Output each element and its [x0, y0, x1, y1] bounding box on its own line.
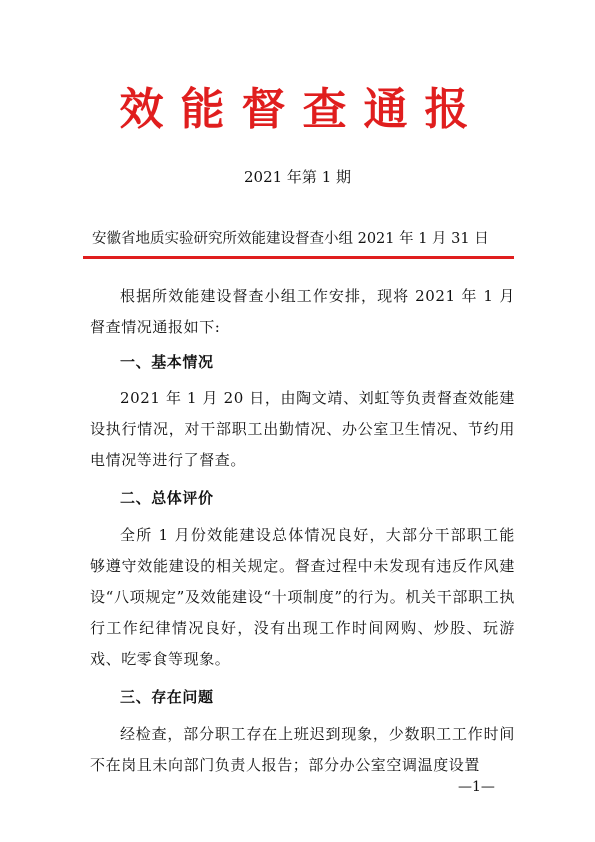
intro-paragraph: 根据所效能建设督查小组工作安排，现将 2021 年 1 月督查情况通报如下: — [90, 287, 515, 336]
issuer-and-date: 安徽省地质实验研究所效能建设督查小组 2021 年 1 月 31 日 — [92, 231, 489, 247]
section-heading-overall-evaluation: 二、总体评价 — [120, 489, 214, 507]
page-number: —1— — [458, 779, 495, 795]
section-heading-basic-situation: 一、基本情况 — [120, 353, 214, 371]
section-paragraph-existing-problems: 经检查，部分职工存在上班迟到现象，少数职工工作时间不在岗且未向部门负责人报告；部分办公室空调温度设置 — [90, 725, 515, 774]
document-masthead-title: 效能督查通报 — [119, 84, 486, 135]
section-paragraph-overall-evaluation: 全所 1 月份效能建设总体情况良好，大部分干部职工能够遵守效能建设的相关规定。督查过程中未发现有违反作风建设“八项规定”及效能建设“十项制度”的行为。机关干部职工执行工作纪律情况良好，没有出现工作时间网购、炒股、玩游戏、吃零食等现象。 — [90, 526, 515, 668]
document-body — [90, 281, 515, 781]
section-heading-existing-problems: 三、存在问题 — [120, 688, 214, 706]
section-paragraph-basic-situation: 2021 年 1 月 20 日，由陶文靖、刘虹等负责督查效能建设执行情况，对干部职工出勤情况、办公室卫生情况、节约用电情况等进行了督查。 — [90, 389, 515, 469]
red-separator-line — [83, 256, 514, 259]
issue-number: 2021 年第 1 期 — [243, 168, 352, 186]
